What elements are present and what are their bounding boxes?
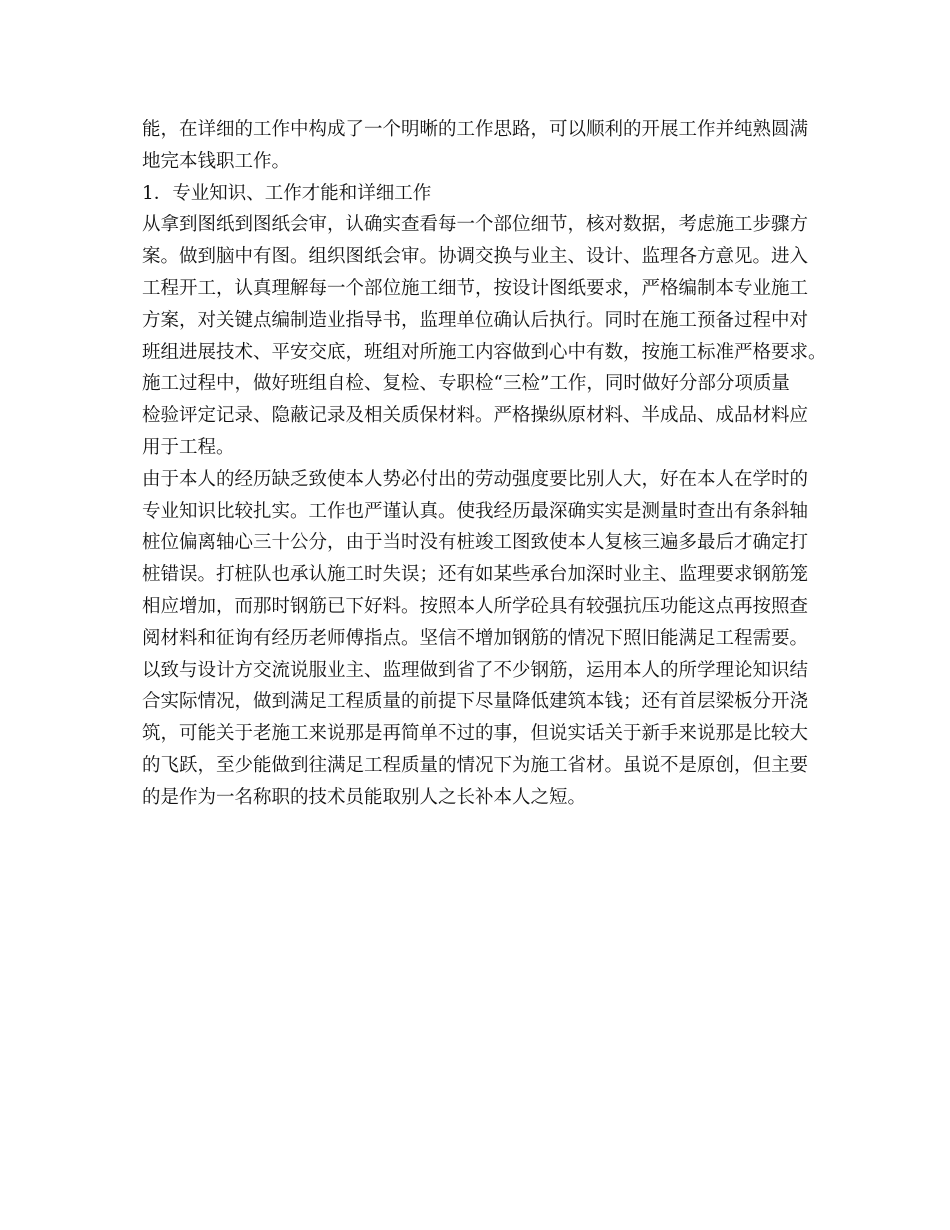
text-line: 地完本钱职工作。 [142,150,291,172]
text-line: 施工过程中，做好班组自检、复检、专职检“三检”工作，同时做好分部分项质量 [142,373,790,395]
text-line: 桩错误。打桩队也承认施工时失误；还有如某些承台加深时业主、监理要求钢筋笼 [142,564,809,586]
text-line: 阅材料和征询有经历老师傅指点。坚信不增加钢筋的情况下照旧能满足工程需要。 [142,627,809,649]
text-line: 以致与设计方交流说服业主、监理做到省了不少钢筋，运用本人的所学理论知识结 [142,659,809,681]
text-line: 能，在详细的工作中构成了一个明晰的工作思路，可以顺利的开展工作并纯熟圆满 [142,119,809,140]
text-line: 的是作为一名称职的技术员能取别人之长补本人之短。 [142,786,587,808]
text-line: 专业知识比较扎实。工作也严谨认真。使我经历最深确实实是测量时查出有条斜轴 [142,500,809,522]
text-line: 检验评定记录、隐蔽记录及相关质保材料。严格操纵原材料、半成品、成品材料应 [142,405,809,427]
text-line: 班组进展技术、平安交底，班组对所施工内容做到心中有数，按施工标准严格要求。 [142,341,827,363]
text-line: 的飞跃，至少能做到往满足工程质量的情况下为施工省材。虽说不是原创，但主要 [142,754,809,776]
text-line: 合实际情况，做到满足工程质量的前提下尽量降低建筑本钱；还有首层梁板分开浇 [142,691,809,713]
text-line: 方案，对关键点编制造业指导书，监理单位确认后执行。同时在施工预备过程中对 [142,309,809,331]
text-line: 用于工程。 [142,436,235,458]
text-line: 筑，可能关于老施工来说那是再简单不过的事，但说实话关于新手来说那是比较大 [142,723,809,745]
document-body [142,114,827,814]
text-line: 工程开工，认真理解每一个部位施工细节，按设计图纸要求，严格编制本专业施工 [142,277,809,299]
text-line: 桩位偏离轴心三十公分，由于当时没有桩竣工图致使本人复核三遍多最后才确定打 [142,532,809,554]
section-heading: 1．专业知识、工作才能和详细工作 [142,182,432,204]
text-line: 案。做到脑中有图。组织图纸会审。协调交换与业主、设计、监理各方意见。进入 [142,246,809,268]
text-line: 从拿到图纸到图纸会审，认确实查看每一个部位细节，核对数据，考虑施工步骤方 [142,214,809,236]
text-line: 相应增加，而那时钢筋已下好料。按照本人所学砼具有较强抗压功能这点再按照查 [142,595,809,617]
text-line: 由于本人的经历缺乏致使本人势必付出的劳动强度要比别人大，好在本人在学时的 [142,468,809,490]
